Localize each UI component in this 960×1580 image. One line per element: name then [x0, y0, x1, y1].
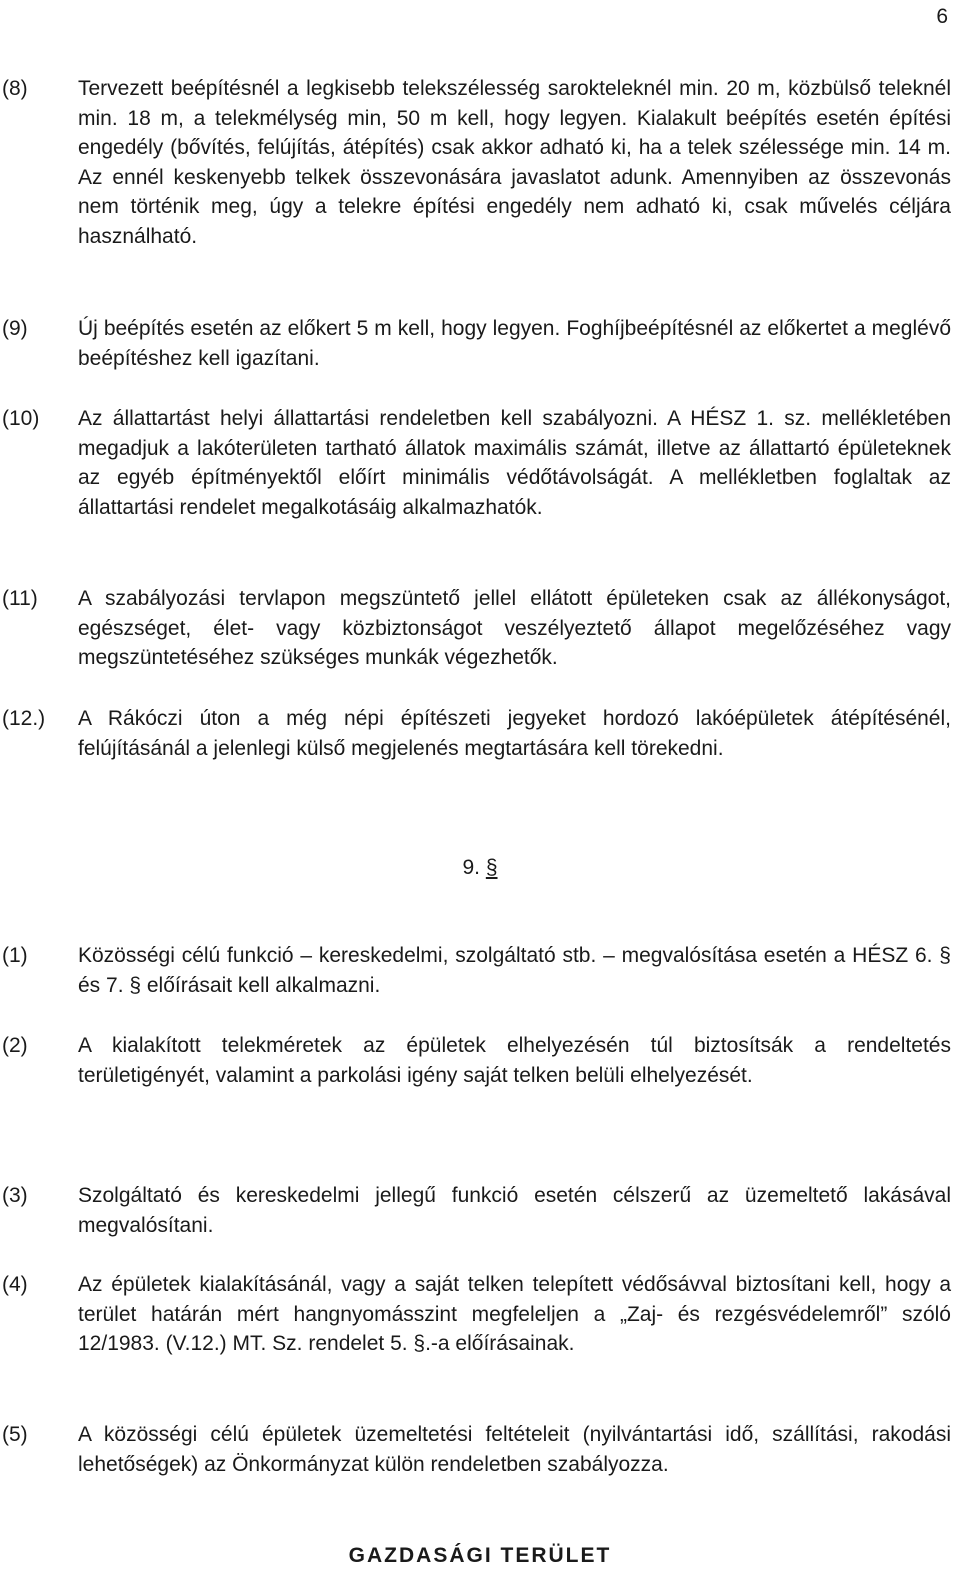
- paragraph-number: (11): [2, 587, 38, 610]
- paragraph-12: [0, 704, 960, 763]
- paragraph-11: [0, 584, 960, 673]
- paragraph-text: Szolgáltató és kereskedelmi jellegű funkció esetén célszerű az üzemeltető lakásával megvalósítani.: [78, 1184, 951, 1237]
- paragraph-text: A kialakított telekméretek az épületek elhelyezésén túl biztosítsák a rendeltetés területigényét, valamint a parkolási igény saját telken belüli elhelyezését.: [78, 1034, 951, 1087]
- paragraph-text: Az állattartást helyi állattartási rendeletben kell szabályozni. A HÉSZ 1. sz. mellékletében megadjuk a lakóterületen tartható állatok maximális számát, illetve az állattartó épületeknek az egyéb építményektől előírt minimális védőtávolságát. A mellékletben foglaltak az állattartási rendelet megalkotásáig alkalmazhatók.: [78, 407, 951, 519]
- page-number: 6: [936, 5, 948, 28]
- paragraph-number: (12.): [2, 707, 46, 730]
- paragraph-text: Tervezett beépítésnél a legkisebb telekszélesség sarokteleknél min. 20 m, közbülső teleknél min. 18 m, a telekmélység min, 50 m kell, hogy legyen. Kialakult beépítés esetén építési engedély (bővítés, felújítás, átépítés) csak akkor adható ki, ha a telek szélessége min. 14 m. Az ennél keskenyebb telkek összevonására javaslatot adunk. Amennyiben az összevonás nem történik meg, úgy a telekre építési engedély nem adható ki, csak művelés céljára használható.: [78, 77, 951, 248]
- paragraph-number: (1): [2, 944, 28, 967]
- paragraph-text: A közösségi célú épületek üzemeltetési feltételeit (nyilvántartási idő, szállítási, rakodási lehetőségek) az Önkormányzat külön rendeletben szabályozza.: [78, 1423, 951, 1476]
- paragraph-number: (4): [2, 1273, 28, 1296]
- section-symbol: §: [485, 856, 498, 879]
- paragraph-number: (9): [2, 317, 28, 340]
- paragraph-number: (10): [2, 407, 40, 430]
- section-number: 9.: [462, 856, 480, 879]
- paragraph-text: Új beépítés esetén az előkert 5 m kell, hogy legyen. Foghíjbeépítésnél az előkertet a meglévő beépítéshez kell igazítani.: [78, 317, 951, 370]
- paragraph-4: [0, 1270, 960, 1359]
- paragraph-text: Közösségi célú funkció – kereskedelmi, szolgáltató stb. – megvalósítása esetén a HÉSZ 6. § és 7. § előírásait kell alkalmazni.: [78, 944, 951, 997]
- paragraph-number: (5): [2, 1423, 28, 1446]
- paragraph-number: (3): [2, 1184, 28, 1207]
- section-heading: [0, 854, 960, 882]
- paragraph-10: [0, 404, 960, 522]
- paragraph-text: A szabályozási tervlapon megszüntető jellel ellátott épületeken csak az állékonyságot, egészséget, élet- vagy közbiztonságot veszélyeztető állapot megelőzéséhez vagy megszüntetéséhez szükséges munkák végezhetők.: [78, 587, 951, 670]
- paragraph-2: [0, 1031, 960, 1090]
- paragraph-text: A Rákóczi úton a még népi építészeti jegyeket hordozó lakóépületek átépítésénél, felújításánál a jelenlegi külső megjelenés megtartására kell törekedni.: [78, 707, 951, 760]
- paragraph-number: (8): [2, 77, 28, 100]
- paragraph-text: Az épületek kialakításánál, vagy a saját telken telepített védősávval biztosítani kell, hogy a terület határán mért hangnyomásszint megfeleljen a „Zaj- és rezgésvédelemről” szóló 12/1983. (V.12.) MT. Sz. rendelet 5. §.-a előírásainak.: [78, 1273, 951, 1356]
- chapter-heading: GAZDASÁGI TERÜLET: [348, 1544, 612, 1567]
- paragraph-5: [0, 1420, 960, 1479]
- paragraph-9: [0, 314, 960, 373]
- paragraph-8: [0, 74, 960, 252]
- paragraph-1: [0, 941, 960, 1000]
- paragraph-3: [0, 1181, 960, 1240]
- paragraph-number: (2): [2, 1034, 28, 1057]
